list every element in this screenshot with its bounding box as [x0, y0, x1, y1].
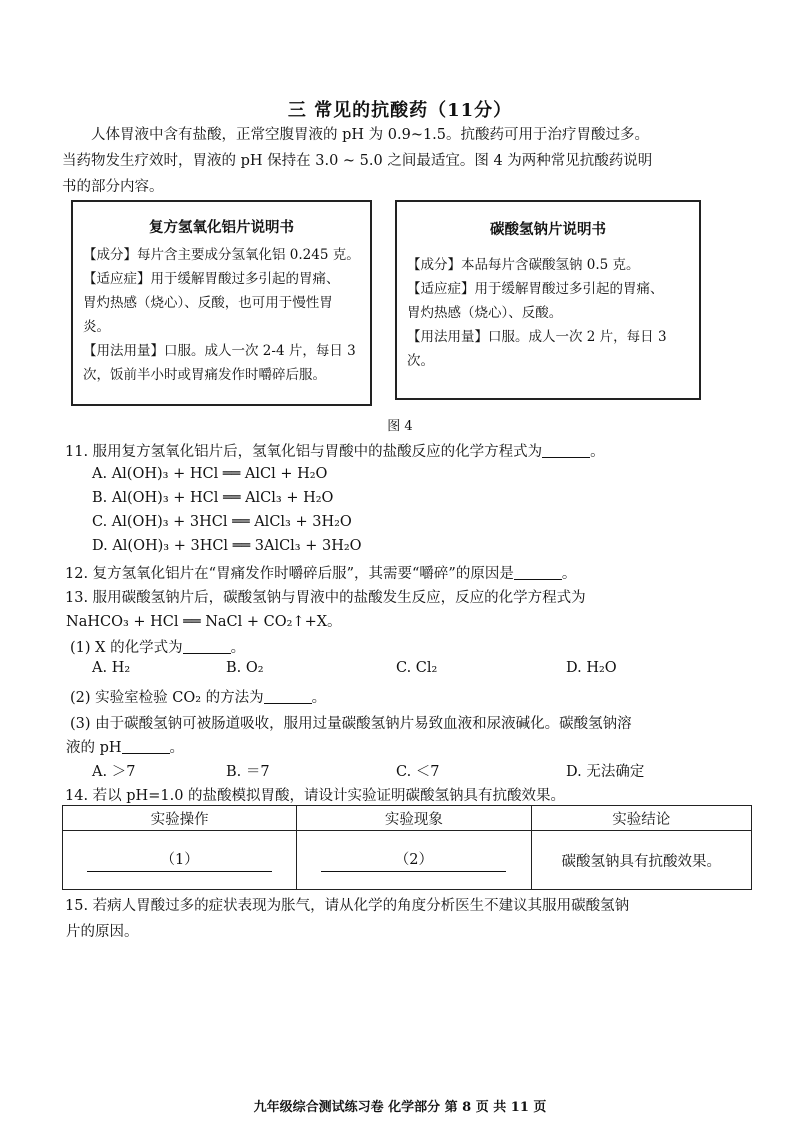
header-conclusion: 实验结论: [531, 806, 752, 831]
answer-blank[interactable]: [264, 689, 312, 704]
option-b[interactable]: B. O₂: [226, 660, 264, 676]
punctuation: 。: [311, 690, 327, 706]
question-13-2: [70, 686, 326, 707]
question-13-3-line1: (3) 由于碳酸氢钠可被肠道吸收，服用过量碳酸氢钠片易致血液和尿液碱化。碳酸氢钠溶: [70, 716, 632, 732]
punctuation: 。: [561, 566, 577, 582]
option-b[interactable]: B. Al(OH)₃ + HCl ══ AlCl₃ + H₂O: [92, 490, 334, 506]
leaflet-title: 碳酸氢钠片说明书: [490, 221, 606, 238]
question-stem: 11. 服用复方氢氧化铝片后，氢氧化铝与胃酸中的盐酸反应的化学方程式为: [65, 444, 543, 460]
option-a[interactable]: A. H₂: [92, 660, 131, 676]
phenomenon-cell[interactable]: [297, 831, 531, 890]
conclusion-cell: 碳酸氢钠具有抗酸效果。: [531, 831, 752, 890]
leaflet-line: 【成分】本品每片含碳酸氢钠 0.5 克。: [407, 257, 640, 273]
table-row: [63, 831, 752, 890]
option-d[interactable]: D. 无法确定: [566, 764, 645, 780]
table-header-row: [63, 806, 752, 831]
aluminum-hydroxide-leaflet: [71, 200, 372, 406]
option-c[interactable]: C. ＜7: [396, 764, 440, 780]
intro-line: 人体胃液中含有盐酸，正常空腹胃液的 pH 为 0.9~1.5。抗酸药可用于治疗胃酸过多。: [91, 127, 650, 143]
option-a[interactable]: A. ＞7: [92, 764, 136, 780]
leaflet-line: 次。: [407, 353, 434, 369]
punctuation: 。: [590, 444, 605, 460]
answer-blank[interactable]: [514, 565, 562, 580]
leaflet-line: 【用法用量】口服。成人一次 2 片，每日 3: [407, 329, 667, 345]
option-b[interactable]: B. ＝7: [226, 764, 270, 780]
question-13-1: [70, 636, 245, 657]
question-15-line2: 片的原因。: [66, 924, 139, 940]
leaflet-line: 炎。: [83, 319, 110, 335]
section-title: 三 常见的抗酸药（11分）: [287, 100, 513, 121]
intro-line: 当药物发生疗效时，胃液的 pH 保持在 3.0 ~ 5.0 之间最适宜。图 4 为两种常见抗酸药说明: [62, 153, 653, 169]
question-15-line1: 15. 若病人胃酸过多的症状表现为胀气，请从化学的角度分析医生不建议其服用碳酸氢钠: [65, 898, 630, 914]
operation-cell[interactable]: [63, 831, 297, 890]
punctuation: 。: [230, 640, 246, 656]
question-12: [65, 562, 576, 583]
header-phenomenon: 实验现象: [297, 806, 531, 831]
answer-blank[interactable]: [183, 639, 231, 654]
sodium-bicarbonate-leaflet: [395, 200, 701, 400]
figure-caption: 图 4: [387, 419, 413, 434]
sub-question-stem: 液的 pH: [66, 740, 122, 756]
question-stem: 12. 复方氢氧化铝片在“胃痛发作时嚼碎后服”，其需要“嚼碎”的原因是: [65, 566, 514, 582]
sub-question-stem: (1) X 的化学式为: [70, 640, 183, 656]
option-c[interactable]: C. Al(OH)₃ + 3HCl ══ AlCl₃ + 3H₂O: [92, 514, 352, 530]
option-d[interactable]: D. Al(OH)₃ + 3HCl ══ 3AlCl₃ + 3H₂O: [92, 538, 362, 554]
punctuation: 。: [169, 740, 185, 756]
header-operation: 实验操作: [63, 806, 297, 831]
leaflet-line: 【适应症】用于缓解胃酸过多引起的胃痛、: [83, 271, 340, 287]
question-11: [65, 440, 605, 461]
leaflet-line: 【成分】每片含主要成分氢氧化铝 0.245 克。: [83, 247, 360, 263]
leaflet-title: 复方氢氧化铝片说明书: [149, 219, 294, 236]
leaflet-line: 【适应症】用于缓解胃酸过多引起的胃痛、: [407, 281, 664, 297]
sub-question-stem: (2) 实验室检验 CO₂ 的方法为: [70, 690, 264, 706]
phenomenon-blank[interactable]: （2）: [321, 848, 506, 872]
leaflet-line: 胃灼热感（烧心）、反酸，也可用于慢性胃: [83, 295, 333, 311]
reaction-equation: NaHCO₃ + HCl ══ NaCl + CO₂↑+X。: [66, 614, 342, 630]
option-c[interactable]: C. Cl₂: [396, 660, 438, 676]
intro-line: 书的部分内容。: [62, 179, 164, 195]
option-d[interactable]: D. H₂O: [566, 660, 617, 676]
operation-blank[interactable]: （1）: [87, 848, 272, 872]
experiment-table: [62, 805, 752, 890]
intro-paragraph: [62, 122, 742, 200]
question-13-3-line2: [66, 736, 184, 757]
question-13-stem: 13. 服用碳酸氢钠片后，碳酸氢钠与胃液中的盐酸发生反应，反应的化学方程式为: [65, 590, 586, 606]
answer-blank[interactable]: [122, 739, 170, 754]
page-footer: 九年级综合测试练习卷 化学部分 第 8 页 共 11 页: [253, 1100, 547, 1115]
answer-blank[interactable]: [542, 443, 590, 458]
leaflet-line: 次，饭前半小时或胃痛发作时嚼碎后服。: [83, 367, 326, 383]
leaflet-line: 【用法用量】口服。成人一次 2-4 片，每日 3: [83, 343, 356, 359]
leaflet-line: 胃灼热感（烧心）、反酸。: [407, 305, 563, 321]
question-14-stem: 14. 若以 pH=1.0 的盐酸模拟胃酸，请设计实验证明碳酸氢钠具有抗酸效果。: [65, 788, 566, 804]
option-a[interactable]: A. Al(OH)₃ + HCl ══ AlCl + H₂O: [92, 466, 328, 482]
